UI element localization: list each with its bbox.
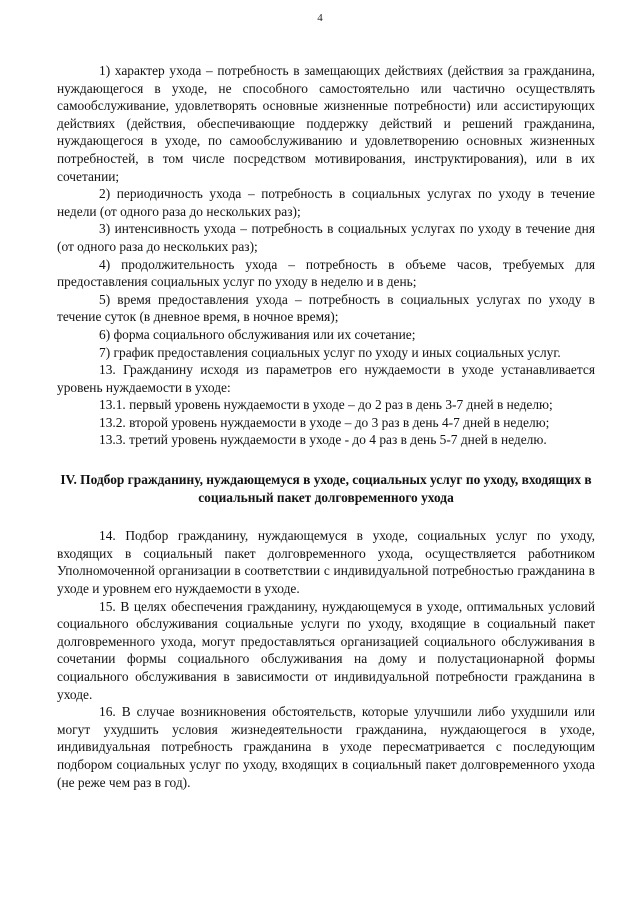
section-heading: IV. Подбор гражданину, нуждающемуся в уходе, социальных услуг по уходу, входящих в социальный пакет долговременного ухода — [60, 472, 592, 505]
list-item-service-form: 6) форма социального обслуживания или их сочетание; — [99, 326, 416, 342]
list-item-care-duration: 4) продолжительность ухода – потребность в объеме часов, требуемых для предоставления социальных услуг по уходу в неделю и в день; — [57, 256, 595, 290]
clause-13-3: 13.3. третий уровень нуждаемости в уходе - до 4 раз в день 5-7 дней в неделю. — [99, 432, 547, 448]
clause-13-1: 13.1. первый уровень нуждаемости в уходе – до 2 раз в день 3-7 дней в неделю; — [99, 397, 553, 413]
clause-16: 16. В случае возникновения обстоятельств, которые улучшили либо ухудшили или могут ухудшить условия жизнедеятельности гражданина, нуждающегося в уходе, индивидуальная потребность гражданина в уходе пересматривается с последующим подбором социальных услуг по уходу, входящих в социальный пакет долговременного ухода (не реже чем раз в год). — [57, 704, 595, 790]
list-item-care-periodicity: 2) периодичность ухода – потребность в социальных услугах по уходу в течение недели (от одного раза до нескольких раз); — [57, 186, 595, 219]
list-item-care-time: 5) время предоставления ухода – потребность в социальных услугах по уходу в течение суток (в дневное время, в ночное время); — [57, 291, 595, 325]
list-item-service-schedule: 7) график предоставления социальных услуг по уходу и иных социальных услуг. — [99, 344, 561, 360]
list-item-care-character: 1) характер ухода – потребность в замещающих действиях (действия за гражданина, нуждающегося в уходе, не способного самостоятельно или частично осуществлять самообслуживание, удовлетворять основные жизненные потребности) или ассистирующих действиях (действия, обеспечивающие поддержку действий и решений гражданина, нуждающегося в уходе, по самообслуживанию и удовлетворению основных жизненных потребностей, в том числе посредством мотивирования, инструктирования), или в их сочетании; — [57, 63, 595, 184]
clause-15: 15. В целях обеспечения гражданину, нуждающемуся в уходе, оптимальных условий социального обслуживания социальные услуги по уходу, входящие в социальный пакет долговременного ухода, могут предоставляться организацией социального обслуживания в сочетании формы социального обслуживания на дому и полустационарной формы социального обслуживания в зависимости от индивидуальной потребности гражданина в уходе. — [57, 598, 595, 702]
clause-13-2: 13.2. второй уровень нуждаемости в уходе – до 3 раз в день 4-7 дней в неделю; — [99, 414, 550, 430]
clause-14: 14. Подбор гражданину, нуждающемуся в уходе, социальных услуг по уходу, входящих в социальный пакет долговременного ухода, осуществляется работником Уполномоченной организации в соответствии с индивидуальной потребностью гражданина в уходе и уровнем его нуждаемости в уходе. — [57, 528, 595, 597]
clause-13: 13. Гражданину исходя из параметров его нуждаемости в уходе устанавливается уровень нуждаемости в уходе: — [57, 362, 595, 395]
list-item-care-intensity: 3) интенсивность ухода – потребность в социальных услугах по уходу в течение дня (от одного раза до нескольких раз); — [57, 221, 595, 254]
page-number: 4 — [317, 12, 323, 24]
document-body — [57, 62, 595, 791]
